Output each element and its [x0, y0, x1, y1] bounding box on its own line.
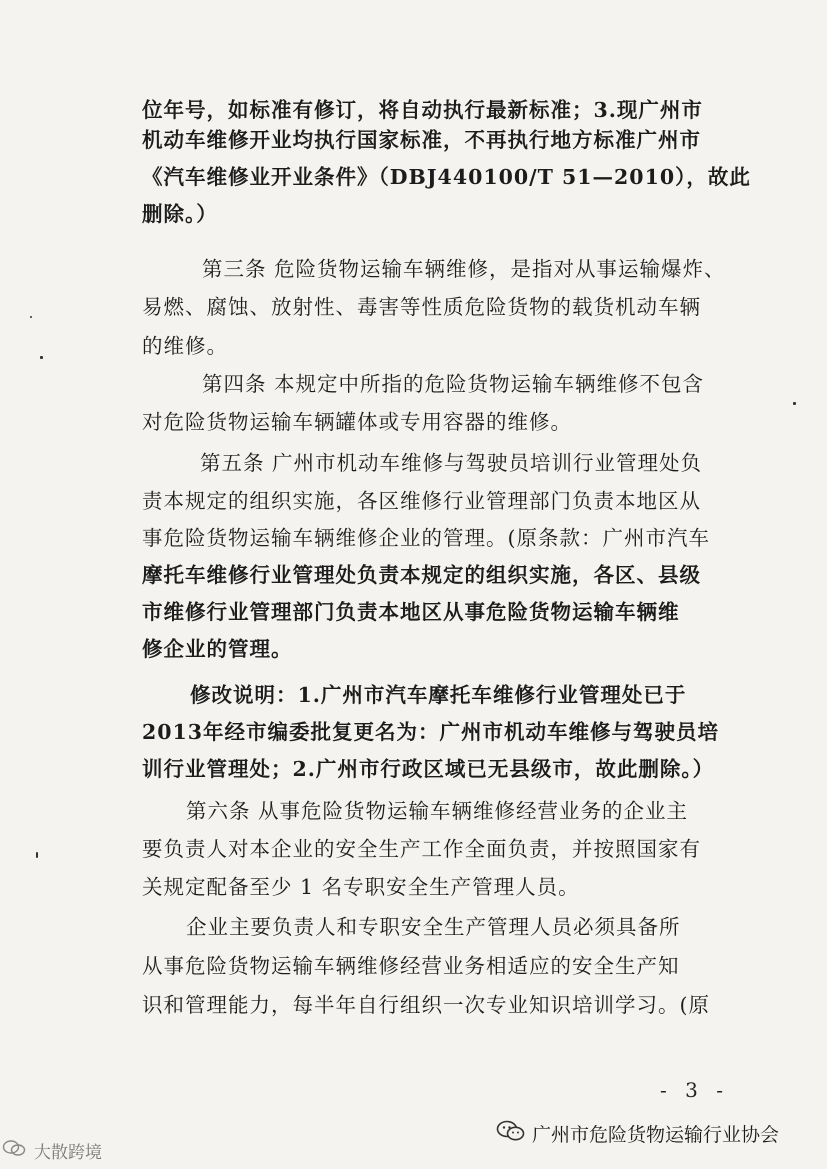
body-line: 关规定配备至少 1 名专职安全生产管理人员。 — [142, 875, 580, 899]
watermark — [2, 1138, 102, 1163]
body-line: 位年号，如标准有修订，将自动执行最新标准；3.现广州市 — [142, 98, 703, 122]
body-line: 要负责人对本企业的安全生产工作全面负责，并按照国家有 — [142, 837, 701, 861]
body-line: 的维修。 — [142, 334, 228, 358]
body-line: 训行业管理处；2.广州市行政区域已无县级市，故此删除。） — [142, 757, 715, 781]
body-line: 识和管理能力，每半年自行组织一次专业知识培训学习。(原 — [142, 993, 710, 1017]
body-line: 事危险货物运输车辆维修企业的管理。(原条款：广州市汽车 — [142, 526, 710, 550]
wechat-icon — [496, 1120, 526, 1147]
body-line: 第三条 危险货物运输车辆维修，是指对从事运输爆炸、 — [202, 257, 726, 281]
body-line: 修企业的管理。 — [142, 637, 293, 661]
speck — [793, 402, 796, 405]
source-caption — [496, 1120, 779, 1147]
source-label: 广州市危险货物运输行业协会 — [532, 1124, 780, 1146]
body-line: 修改说明：1.广州市汽车摩托车维修行业管理处已于 — [190, 683, 687, 707]
body-line: 对危险货物运输车辆罐体或专用容器的维修。 — [142, 410, 572, 434]
revision-note — [142, 680, 742, 784]
body-line: 2013年经市编委批复更名为：广州市机动车维修与驾驶员培 — [142, 720, 720, 744]
speck — [36, 852, 38, 858]
page-number: - 3 - — [660, 1078, 729, 1102]
watermark-text: 大散跨境 — [34, 1143, 102, 1163]
body-line: 易燃、腐蚀、放射性、毒害等性质危险货物的载货机动车辆 — [142, 295, 701, 319]
body-line: 市维修行业管理部门负责本地区从事危险货物运输车辆维 — [142, 600, 680, 624]
body-line: 《汽车维修业开业条件》（DBJ440100/T 51—2010），故此 — [142, 165, 751, 189]
speck — [30, 316, 32, 318]
body-line: 企业主要负责人和专职安全生产管理人员必须具备所 — [186, 915, 681, 939]
watermark-logo-icon — [2, 1139, 28, 1162]
speck — [40, 356, 43, 359]
body-line: 第六条 从事危险货物运输车辆维修经营业务的企业主 — [186, 799, 689, 823]
body-line: 从事危险货物运输车辆维修经营业务相适应的安全生产知 — [142, 954, 680, 978]
article-4 — [142, 369, 742, 437]
article-3 — [142, 254, 742, 361]
body-line: 责本规定的组织实施，各区维修行业管理部门负责本地区从 — [142, 489, 701, 513]
article-6 — [142, 796, 742, 1020]
body-line: 机动车维修开业均执行国家标准，不再执行地方标准广州市 — [142, 128, 701, 152]
body-line: 第五条 广州市机动车维修与驾驶员培训行业管理处负 — [200, 451, 703, 475]
body-line: 删除。） — [142, 202, 218, 226]
body-line: 第四条 本规定中所指的危险货物运输车辆维修不包含 — [202, 372, 705, 396]
body-line: 摩托车维修行业管理处负责本规定的组织实施，各区、县级 — [142, 563, 701, 587]
article-5 — [142, 448, 742, 664]
document-body — [142, 95, 751, 229]
